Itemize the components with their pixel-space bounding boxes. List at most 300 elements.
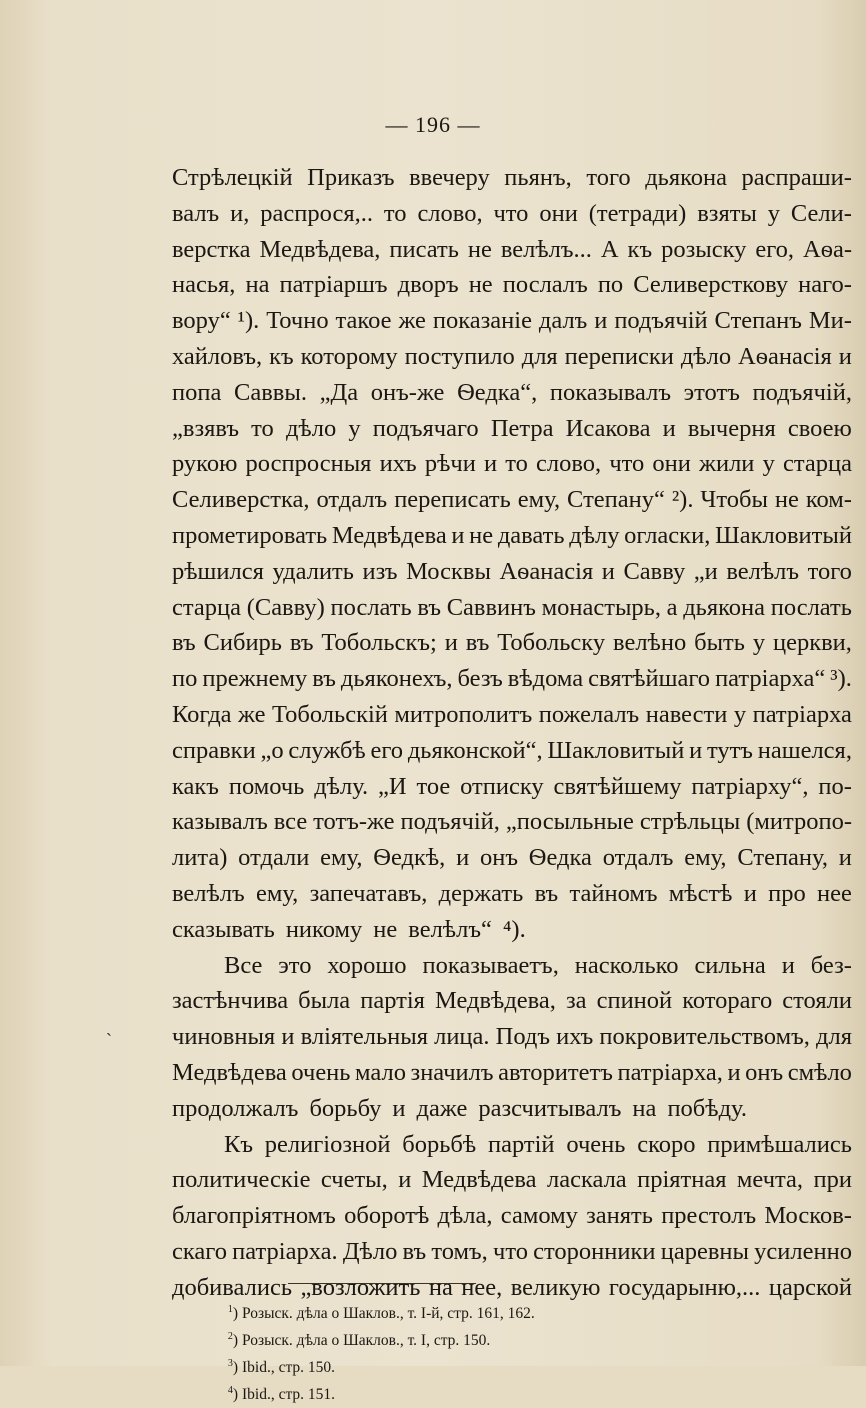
word: послать xyxy=(770,593,852,621)
word: и, xyxy=(230,199,250,227)
word: быть xyxy=(694,629,745,657)
body-text xyxy=(172,160,852,1306)
word: и xyxy=(444,629,458,657)
word: Селиверстка, xyxy=(172,486,310,514)
word: Москов- xyxy=(764,1202,852,1230)
word: Медвѣдева xyxy=(331,521,447,549)
word: ласкала xyxy=(546,1166,627,1194)
word: Саввы. xyxy=(234,378,307,406)
word: ввечеру xyxy=(409,164,490,191)
text-line xyxy=(172,590,852,626)
word: помочь xyxy=(228,772,305,800)
text-line xyxy=(172,983,852,1019)
word: продолжалъ xyxy=(172,1094,299,1122)
word: удалить xyxy=(272,557,354,585)
word: а xyxy=(666,593,678,621)
word: религіозной xyxy=(264,1130,391,1158)
word: въ xyxy=(465,629,490,657)
word: жили xyxy=(699,450,755,478)
word: въ xyxy=(417,593,441,621)
word: очень xyxy=(566,1130,626,1158)
word: вѣдома xyxy=(507,665,584,693)
footnotes xyxy=(216,1300,736,1408)
word: политическіе xyxy=(172,1166,311,1194)
word: розыску xyxy=(661,235,747,263)
word: безъ xyxy=(457,665,503,693)
word: мѣстѣ xyxy=(668,879,733,907)
word: была xyxy=(298,987,351,1015)
word: дѣлу xyxy=(569,521,620,549)
word: Шакловитый xyxy=(715,521,852,549)
text-line xyxy=(172,733,852,769)
word: А xyxy=(600,235,619,263)
word: Медвѣдева xyxy=(172,1058,287,1086)
word: на xyxy=(632,1094,657,1122)
word: (тетради) xyxy=(588,199,687,227)
word: нашелся, xyxy=(757,736,852,764)
word: на xyxy=(428,1273,453,1301)
text-line xyxy=(172,375,852,411)
word: скаго xyxy=(172,1237,227,1265)
word: дѣло xyxy=(285,414,337,442)
text-line xyxy=(172,446,852,482)
word: и xyxy=(451,521,465,549)
word: усиленно xyxy=(754,1237,852,1265)
word: подъячій, xyxy=(400,808,500,836)
word: подъячій, xyxy=(752,378,852,406)
text-line xyxy=(172,804,852,840)
word: переписать xyxy=(394,486,511,514)
word: прометировать xyxy=(172,521,328,549)
word: навести xyxy=(645,700,728,728)
word: отдалъ xyxy=(602,844,674,872)
text-line xyxy=(172,160,852,196)
word: Приказъ xyxy=(307,164,395,191)
word: переписки xyxy=(564,342,674,370)
word: какъ xyxy=(172,772,219,800)
word: Тобольску xyxy=(497,629,606,657)
word: Дѣло xyxy=(342,1237,398,1265)
word: стояли xyxy=(782,987,852,1015)
word: наго- xyxy=(798,271,852,299)
word: благопріятномъ xyxy=(172,1202,336,1230)
word: послалъ xyxy=(502,271,588,299)
text-line xyxy=(172,697,852,733)
footnote-text: Ibid., стр. 150. xyxy=(242,1359,336,1376)
word: Сибирь xyxy=(203,629,282,657)
word: мечта, xyxy=(736,1166,804,1194)
word: отдалъ xyxy=(316,486,388,514)
footnote-number: $^4$) xyxy=(227,1384,238,1403)
word: Савву xyxy=(623,557,686,585)
word: ему, xyxy=(256,879,299,907)
word: сказывать xyxy=(172,915,275,943)
word: „взявъ xyxy=(172,414,240,442)
word: лица. xyxy=(434,1023,490,1051)
text-line xyxy=(172,1198,852,1234)
word: „Да xyxy=(319,378,359,406)
word: мало xyxy=(355,1058,406,1086)
word: не xyxy=(469,521,494,549)
word: и xyxy=(838,342,852,370)
word: сторонники xyxy=(533,1237,656,1265)
text-line xyxy=(172,411,852,447)
word: что xyxy=(493,199,529,227)
word: Исакова xyxy=(565,414,651,442)
word: церкви, xyxy=(772,629,852,657)
text-line xyxy=(172,912,852,948)
word: Аѳанасія xyxy=(738,342,832,370)
word: счеты, xyxy=(320,1166,388,1194)
word: святѣйшаго xyxy=(588,665,711,693)
word: валъ xyxy=(172,199,220,227)
footnote-text: Ibid., стр. 151. xyxy=(242,1386,336,1403)
page-number: — 196 — xyxy=(385,112,481,137)
word: митрополитъ xyxy=(394,700,533,728)
word: все xyxy=(273,808,308,836)
word: Ѳедка“, xyxy=(457,378,538,406)
word: дьяконехъ, xyxy=(340,665,453,693)
word: дьякона xyxy=(645,164,727,191)
word: спиной xyxy=(596,987,673,1015)
word: Степану, xyxy=(737,844,828,872)
text-line xyxy=(172,196,852,232)
text-line xyxy=(172,661,852,697)
footnote xyxy=(216,1354,736,1381)
word: и xyxy=(392,1094,406,1122)
text-line xyxy=(172,769,852,805)
word: борьбѣ xyxy=(402,1130,477,1158)
text-line xyxy=(172,876,852,912)
text-line xyxy=(172,840,852,876)
word: смѣло xyxy=(787,1058,852,1086)
word: покровительствомъ, xyxy=(599,1023,810,1051)
text-line xyxy=(172,1234,852,1270)
word: Тобольскій xyxy=(272,700,388,728)
stray-ink-mark: ˋ xyxy=(106,1030,112,1050)
text-line xyxy=(172,1019,852,1055)
word: Москвы xyxy=(406,557,491,585)
word: „возложить xyxy=(300,1273,421,1301)
word: то xyxy=(251,414,274,442)
word: авторитетъ xyxy=(498,1058,613,1086)
word: тотъ-же xyxy=(313,808,395,836)
word: хайловъ, xyxy=(172,342,263,370)
word: вычерня xyxy=(687,414,776,442)
word: Медвѣдева, xyxy=(434,987,556,1015)
word: сильна xyxy=(694,951,766,979)
word: нее, xyxy=(461,1273,503,1301)
word: къ xyxy=(269,342,294,370)
word: великую xyxy=(510,1273,601,1301)
word: попа xyxy=(172,378,222,406)
word: отписку xyxy=(460,772,544,800)
word: что xyxy=(609,450,645,478)
word: своею xyxy=(787,414,852,442)
word: государыню,... xyxy=(608,1273,761,1301)
word: поступило xyxy=(404,342,515,370)
word: въ xyxy=(534,879,559,907)
word: вліятельныя xyxy=(300,1023,428,1051)
word: его, xyxy=(755,235,795,263)
word: патріарха xyxy=(752,700,852,728)
word: казывалъ xyxy=(172,808,268,836)
word: показываетъ, xyxy=(422,951,559,979)
word: ему, xyxy=(517,486,561,514)
word: этотъ xyxy=(683,378,740,406)
word: занять xyxy=(586,1202,653,1230)
word: дѣла, xyxy=(437,1202,493,1230)
word: ему, xyxy=(684,844,727,872)
word: насья, xyxy=(172,271,236,299)
word: нее xyxy=(817,879,852,907)
word: Чтобы xyxy=(700,486,768,514)
word: это xyxy=(278,951,312,979)
word: ¹). xyxy=(237,307,260,335)
word: велѣлъ xyxy=(172,879,245,907)
word: ему, xyxy=(320,844,363,872)
word: (Савву) xyxy=(246,593,325,621)
text-line xyxy=(172,1055,852,1091)
word: слово, xyxy=(536,450,602,478)
word: ⁴). xyxy=(502,915,526,943)
word: онъ-же xyxy=(370,378,445,406)
word: давать xyxy=(497,521,565,549)
word: верстка xyxy=(172,235,251,263)
word: роспросныя xyxy=(245,450,372,478)
word: Тобольскъ; xyxy=(321,629,437,657)
word: дѣлу. xyxy=(314,772,369,800)
word: къ xyxy=(627,235,653,263)
word: и xyxy=(456,844,470,872)
word: дворъ xyxy=(397,271,459,299)
word: въ xyxy=(402,1237,427,1265)
word: далъ xyxy=(538,307,588,335)
word: ³). xyxy=(830,665,852,693)
word: даже xyxy=(416,1094,468,1122)
word: то xyxy=(505,450,528,478)
word: Стрѣлецкій xyxy=(172,164,293,191)
word: по xyxy=(597,271,624,299)
word: слово, xyxy=(417,199,483,227)
word: для xyxy=(816,1023,852,1051)
word: въ xyxy=(289,629,314,657)
word: Степанъ xyxy=(714,307,802,335)
word: подъячаго xyxy=(372,414,479,442)
word: тутъ xyxy=(706,736,753,764)
word: подъячій xyxy=(614,307,708,335)
word: на xyxy=(245,271,270,299)
word: и xyxy=(727,1058,741,1086)
word: дѣло xyxy=(680,342,732,370)
word: и xyxy=(281,1023,295,1051)
word: то xyxy=(383,199,407,227)
word: для xyxy=(521,342,558,370)
word: Саввинъ xyxy=(446,593,536,621)
word: они xyxy=(652,450,691,478)
word: у xyxy=(762,450,775,478)
word: Когда xyxy=(172,700,232,728)
word: не xyxy=(467,235,492,263)
word: Аѳа- xyxy=(803,235,852,263)
word: показаніе xyxy=(432,307,532,335)
text-line xyxy=(172,482,852,518)
word: ихъ xyxy=(379,450,417,478)
word: Селиверсткову xyxy=(633,271,789,299)
word: дьякона xyxy=(683,593,766,621)
word: у xyxy=(752,629,766,657)
word: онъ xyxy=(745,1058,784,1086)
word: держать xyxy=(438,879,524,907)
word: показывалъ xyxy=(549,378,671,406)
word: пьянъ, xyxy=(504,164,572,191)
word: чиновныя xyxy=(172,1023,276,1051)
word: томъ, xyxy=(431,1237,488,1265)
word: ихъ xyxy=(556,1023,594,1051)
word: справки xyxy=(172,736,256,764)
word: огласки, xyxy=(624,521,711,549)
word: которому xyxy=(300,342,398,370)
word: Къ xyxy=(224,1130,254,1158)
word: при xyxy=(813,1166,852,1194)
word: и xyxy=(483,450,498,478)
word: его xyxy=(370,736,404,764)
word: „и xyxy=(693,557,718,585)
word: монастырь, xyxy=(541,593,661,621)
footnote xyxy=(216,1381,736,1408)
word: что xyxy=(493,1237,528,1265)
word: не xyxy=(774,486,799,514)
word: Медвѣдева, xyxy=(259,235,381,263)
text-line xyxy=(172,948,852,984)
word: никому xyxy=(285,915,363,943)
text-line xyxy=(172,267,852,303)
text-line xyxy=(172,625,852,661)
word: Аѳанасія xyxy=(499,557,594,585)
word: Ми- xyxy=(808,307,852,335)
word: Ѳедка xyxy=(528,844,592,872)
word: службѣ xyxy=(288,736,366,764)
word: и xyxy=(743,879,757,907)
word: же xyxy=(398,307,426,335)
word: оборотѣ xyxy=(344,1202,430,1230)
text-line xyxy=(172,554,852,590)
word: велѣлъ... xyxy=(500,235,592,263)
word: писать xyxy=(389,235,459,263)
word: Петра xyxy=(490,414,554,442)
word: же xyxy=(238,700,266,728)
word: рукою xyxy=(172,450,238,478)
footnote-text: Розыск. дѣла о Шаклов., т. I-й, стр. 161, 162. xyxy=(242,1305,535,1322)
word: и xyxy=(662,414,676,442)
word: и xyxy=(781,951,795,979)
word: такое xyxy=(335,307,392,335)
word: добивались xyxy=(172,1273,293,1301)
word: насколько xyxy=(574,951,679,979)
word: Все xyxy=(224,951,263,979)
footnote-number: $^1$) xyxy=(227,1303,238,1322)
word: стрѣльцы xyxy=(639,808,741,836)
word: въ xyxy=(172,629,196,657)
word: рѣчи xyxy=(424,450,476,478)
word: пожелалъ xyxy=(538,700,640,728)
text-line xyxy=(172,232,852,268)
word: застѣнчива xyxy=(172,987,289,1015)
footnote-number: $^2$) xyxy=(227,1330,238,1349)
word: у xyxy=(733,700,747,728)
word: патріарха, xyxy=(617,1058,723,1086)
word: велѣно xyxy=(613,629,687,657)
word: Ѳедкѣ, xyxy=(373,844,446,872)
word: „И xyxy=(378,772,407,800)
word: взяты xyxy=(697,199,757,227)
footnote xyxy=(216,1327,736,1354)
footnote-number: $^3$) xyxy=(227,1357,238,1376)
footnote xyxy=(216,1300,736,1327)
word: велѣлъ“ xyxy=(408,915,492,943)
word: самому xyxy=(500,1202,578,1230)
word: котораго xyxy=(682,987,773,1015)
text-line xyxy=(172,1162,852,1198)
word: и xyxy=(838,844,852,872)
word: изъ xyxy=(362,557,398,585)
word: патріарха“ xyxy=(715,665,826,693)
word: Степану“ xyxy=(567,486,665,514)
word: вору“ xyxy=(172,307,231,335)
word: и xyxy=(594,307,608,335)
word: отдали xyxy=(238,844,310,872)
word: по xyxy=(172,665,198,693)
word: патріаршъ xyxy=(279,271,388,299)
word: рѣшился xyxy=(172,557,264,585)
text-line xyxy=(172,339,852,375)
text-line xyxy=(172,1091,852,1127)
word: въ xyxy=(312,665,336,693)
word: прежнему xyxy=(202,665,308,693)
word: пріятная xyxy=(637,1166,727,1194)
word: святѣйшему xyxy=(553,772,682,800)
word: за xyxy=(565,987,587,1015)
word: патріарха. xyxy=(232,1237,338,1265)
word: партія xyxy=(360,987,425,1015)
word: распрося,.. xyxy=(260,199,374,227)
word: Точно xyxy=(266,307,329,335)
word: патріарху“, xyxy=(691,772,809,800)
text-line xyxy=(172,303,852,339)
word: побѣду. xyxy=(667,1094,747,1122)
text-line xyxy=(172,518,852,554)
word: не xyxy=(468,271,493,299)
word: у xyxy=(348,414,361,442)
word: очень xyxy=(291,1058,351,1086)
word: по- xyxy=(818,772,852,800)
word: не xyxy=(373,915,398,943)
word: царевны xyxy=(660,1237,749,1265)
word: ком- xyxy=(805,486,852,514)
word: старца xyxy=(782,450,852,478)
word: про xyxy=(768,879,806,907)
word: Медвѣдева xyxy=(421,1166,537,1194)
word: распраши- xyxy=(741,164,852,191)
word: старца xyxy=(172,593,241,621)
word: запечатавъ, xyxy=(309,879,428,907)
word: „посыльные xyxy=(505,808,634,836)
word: без- xyxy=(810,951,852,979)
word: и xyxy=(398,1166,412,1194)
word: значилъ xyxy=(410,1058,494,1086)
word: царской xyxy=(768,1273,852,1301)
word: (митропо- xyxy=(746,808,852,836)
